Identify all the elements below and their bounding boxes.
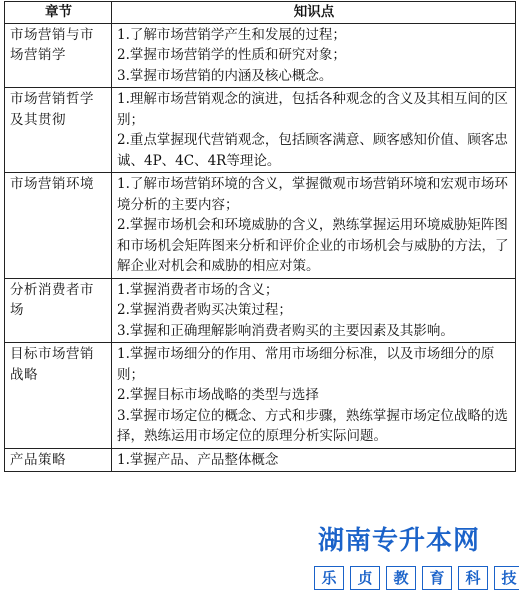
chapter-cell: 市场营销哲学及其贯彻 — [5, 88, 112, 173]
table-row — [5, 278, 516, 343]
chapter-cell: 分析消费者市场 — [5, 278, 112, 343]
site-watermark — [314, 526, 517, 592]
knowledge-point: 2.掌握市场营销学的性质和研究对象； — [117, 47, 346, 63]
knowledge-point: 2.掌握消费者购买决策过程； — [117, 302, 292, 318]
points-cell — [112, 23, 516, 88]
knowledge-point: 2.重点掌握现代营销观念，包括顾客满意、顾客感知价值、顾客忠诚、4P、4C、4R等理论。 — [117, 132, 508, 169]
chapter-cell: 市场营销与市场营销学 — [5, 23, 112, 88]
knowledge-point: 1.掌握市场细分的作用、常用市场细分标准，以及市场细分的原则； — [117, 346, 495, 383]
table-row — [5, 343, 516, 449]
points-cell — [112, 88, 516, 173]
watermark-tag: 贞 — [350, 566, 380, 590]
watermark-tag: 教 — [386, 566, 416, 590]
chapter-cell: 市场营销环境 — [5, 173, 112, 279]
table-header-row — [5, 2, 516, 24]
knowledge-point: 2.掌握目标市场战略的类型与选择 — [117, 387, 319, 403]
watermark-tag: 乐 — [314, 566, 344, 590]
knowledge-point: 1.了解市场营销环境的含义，掌握微观市场营销环境和宏观市场环境分析的主要内容； — [117, 176, 508, 213]
watermark-tag: 技 — [494, 566, 519, 590]
knowledge-point: 3.掌握市场定位的概念、方式和步骤，熟练掌握市场定位战略的选择，熟练运用市场定位的原理分析实际问题。 — [117, 407, 508, 444]
knowledge-point: 2.掌握市场机会和环境威胁的含义，熟练掌握运用环境威胁矩阵图和市场机会矩阵图来分析和评价企业的市场机会与威胁的方法，了解企业对机会和威胁的相应对策。 — [117, 217, 509, 274]
points-cell — [112, 343, 516, 449]
chapter-cell: 产品策略 — [5, 448, 112, 472]
knowledge-point: 1.掌握消费者市场的含义； — [117, 281, 279, 298]
table-row — [5, 23, 516, 88]
points-cell — [112, 448, 516, 472]
knowledge-point: 1.掌握产品、产品整体概念 — [117, 451, 279, 468]
points-cell — [112, 278, 516, 343]
watermark-tag: 科 — [458, 566, 488, 590]
chapter-cell: 目标市场营销战略 — [5, 343, 112, 449]
knowledge-point: 3.掌握和正确理解影响消费者购买的主要因素及其影响。 — [117, 322, 454, 339]
watermark-tags — [314, 566, 519, 590]
watermark-tag: 育 — [422, 566, 452, 590]
knowledge-point: 1.理解市场营销观念的演进，包括各种观念的含义及其相互间的区别； — [117, 91, 508, 128]
header-points: 知识点 — [112, 2, 516, 24]
knowledge-point: 3.掌握市场营销的内涵及核心概念。 — [117, 67, 333, 84]
syllabus-table — [4, 1, 516, 472]
table-row — [5, 88, 516, 173]
points-cell — [112, 173, 516, 279]
table-row — [5, 173, 516, 279]
table-row — [5, 448, 516, 472]
knowledge-point: 1.了解市场营销学产生和发展的过程； — [117, 26, 346, 43]
header-chapter: 章节 — [5, 2, 112, 24]
watermark-title: 湖南专升本网 — [318, 526, 481, 556]
